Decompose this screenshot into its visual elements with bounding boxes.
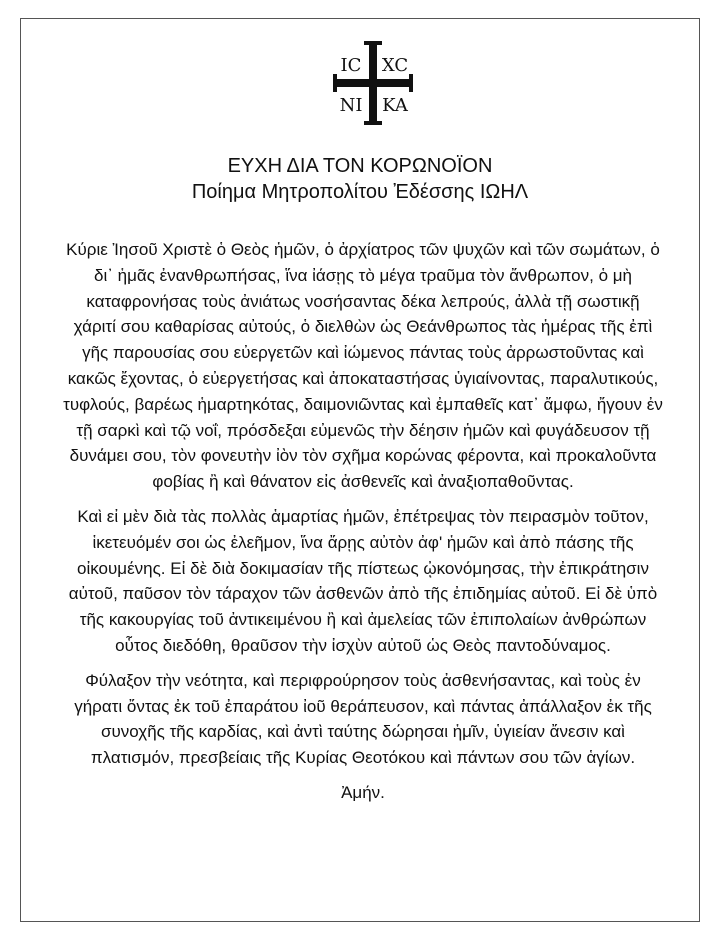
emblem-letters-xc: XC bbox=[381, 55, 409, 76]
prayer-body bbox=[63, 237, 663, 815]
document-page bbox=[20, 18, 700, 922]
prayer-paragraph-1: Κύριε Ἰησοῦ Χριστὲ ὁ Θεὸς ἡμῶν, ὁ ἀρχίατρος τῶν ψυχῶν καὶ τῶν σωμάτων, ὁ δι᾽ ἡμᾶς ἐνανθρωπήσας, ἵνα ἰάσῃς τὸ μέγα τραῦμα τὸν ἄνθρωπον, ὁ μὴ καταφρονήσας τοὺς ἀνιάτως νοσήσαντας δέκα λεπρούς, ἀλλὰ τῇ σωστικῇ χάριτί σου καθαρίσας αὐτούς, ὁ διελθὼν ὡς Θεάνθρωπος τὰς ἡμέρας τῆς ἐπὶ γῆς παρουσίας σου εὐεργετῶν καὶ ἰώμενος πάντας τοὺς ἀρρωστοῦντας καὶ κακῶς ἔχοντας, ὁ εὐεργετήσας καὶ ἀποκαταστήσας ὑγιαίνοντας, παραλυτικούς, τυφλούς, βαρέως ἡμαρτηκότας, δαιμονιῶντας καὶ ἐμπαθεῖς κατ᾽ ἄμφω, ἤγουν ἐν τῇ σαρκὶ καὶ τῷ νοΐ, πρόσδεξαι εὐμενῶς τὴν δέησιν ἡμῶν καὶ φυγάδευσον τῇ δυνάμει σου, τὸν φονευτὴν ἰὸν τὸν σχῆμα κορώνας φέροντα, καὶ προκαλοῦντα φοβίας ἢ καὶ θάνατον εἰς ἀσθενεῖς καὶ ἀναξιοπαθοῦντας. bbox=[63, 240, 663, 492]
emblem-letters-ka: KA bbox=[382, 95, 408, 116]
prayer-closing: Ἀμήν. bbox=[341, 782, 385, 802]
prayer-paragraph-2: Καὶ εἰ μὲν διὰ τὰς πολλὰς ἁμαρτίας ἡμῶν, ἐπέτρεψας τὸν πειρασμὸν τοῦτον, ἱκετευόμέν σοι ὡς ἐλεῆμον, ἵνα ἄρῃς αὐτὸν ἀφ' ἡμῶν καὶ ἀπὸ πάσης τῆς οἰκουμένης. Εἰ δὲ διὰ δοκιμασίαν τῆς πίστεως ᾠκονόμησας, τὴν ἐπικράτησιν αὐτοῦ, παῦσον τὸν τάραχον τῶν ἀσθενῶν ἀπὸ τῆς ἐπιδημίας αὐτοῦ. Εἰ δὲ ὑπὸ τῆς κακουργίας τοῦ ἀντικειμένου ἢ καὶ ἀμελείας τῶν ἐπιπολαίων ἀνθρώπων οὗτος διεδόθη, θραῦσον τὴν ἰσχὺν αὐτοῦ ὡς Θεὸς παντοδύναμος. bbox=[68, 506, 658, 655]
prayer-paragraph-3: Φύλαξον τὴν νεότητα, καὶ περιφρούρησον τοὺς ἀσθενήσαντας, καὶ τοὺς ἐν γήρατι ὄντας ἐκ τοῦ ἐπαράτου ἰοῦ θεράπευσον, καὶ πάντας ἀπάλλαξον ἐκ τῆς συνοχῆς τῆς καρδίας, καὶ ἀντὶ ταύτης δώρησαι ἡμῖν, ὑγιείαν ἄνεσιν καὶ πλατισμόν, πρεσβείαις τῆς Κυρίας Θεοτόκου καὶ πάντων σου τῶν ἁγίων. bbox=[74, 670, 652, 768]
title-block bbox=[21, 153, 699, 205]
prayer-author: Ποίημα Μητροπολίτου Ἐδέσσης ΙΩΗΛ bbox=[191, 181, 529, 203]
prayer-title: ΕΥΧΗ ΔΙΑ ΤΟΝ ΚΟΡΩΝΟΪΟΝ bbox=[227, 155, 493, 177]
emblem-letters-ni: NI bbox=[339, 95, 363, 116]
emblem-letters-ic: IC bbox=[340, 55, 362, 76]
ic-xc-nika-cross-icon bbox=[333, 41, 413, 125]
